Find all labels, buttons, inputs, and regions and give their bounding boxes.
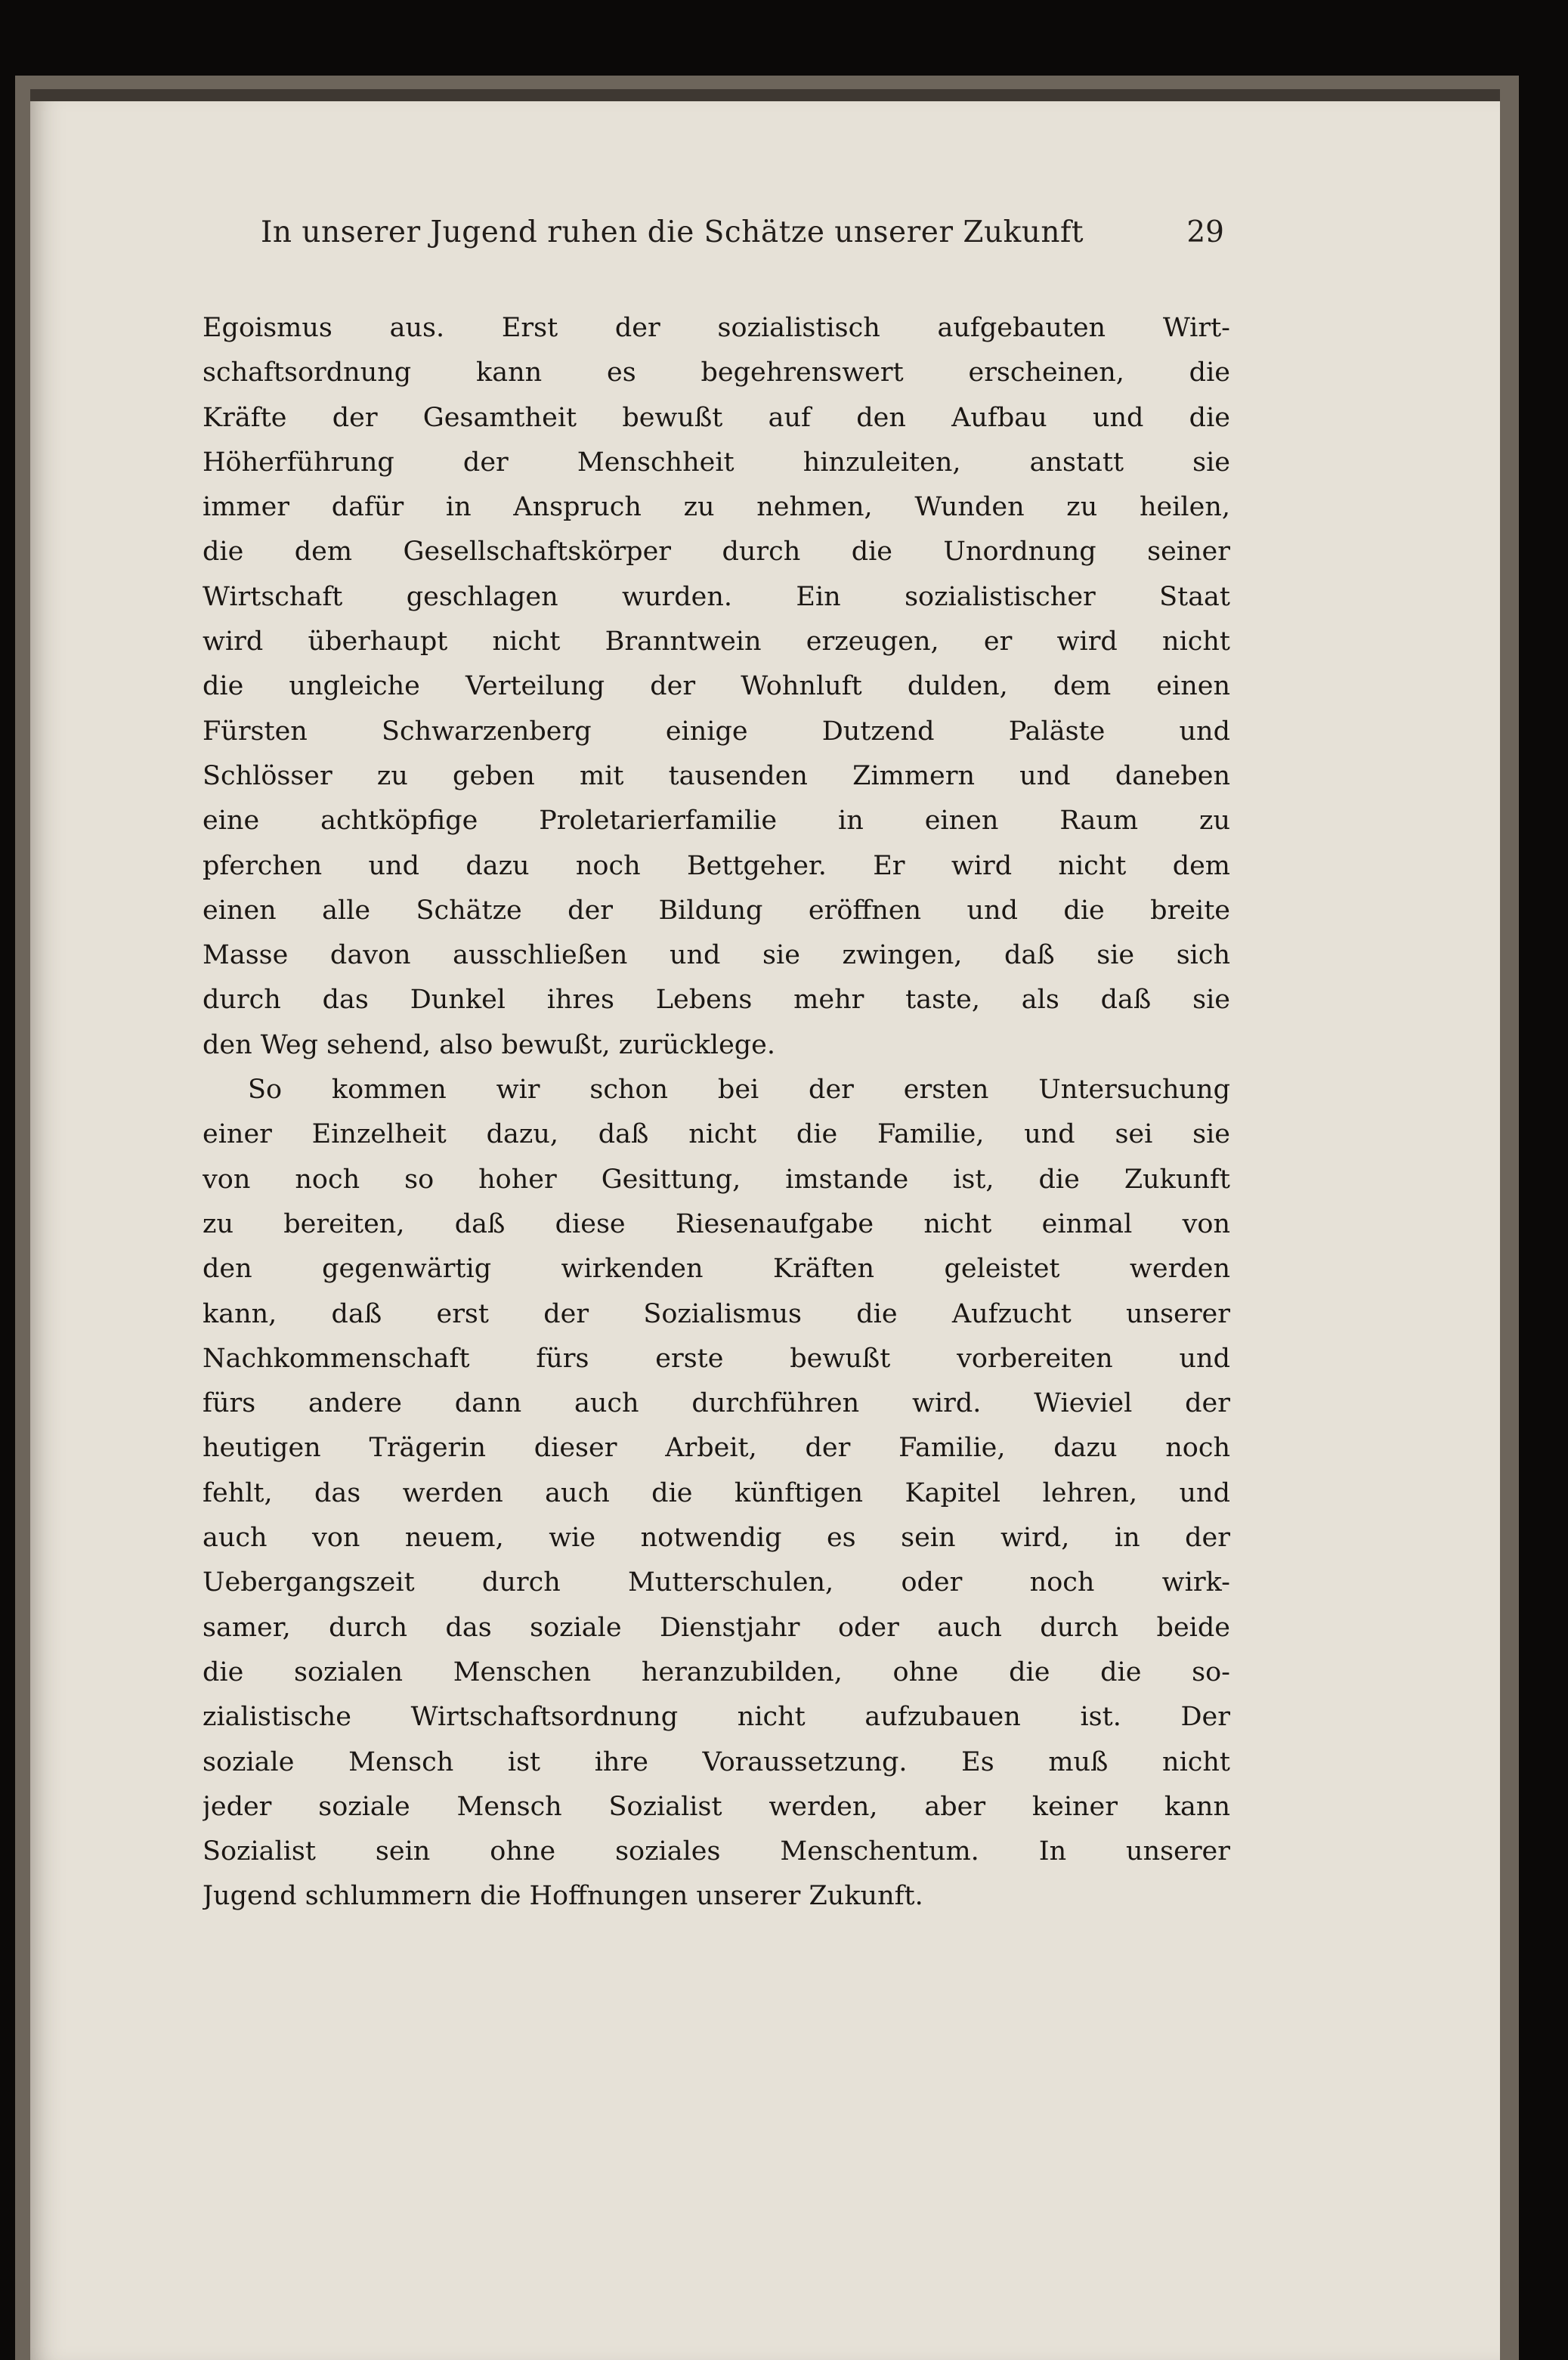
running-title: In unserer Jugend ruhen die Schätze unserer Zukunft — [261, 215, 1084, 249]
text-line: den gegenwärtig wirkenden Kräften geleistet werden — [203, 1254, 1230, 1285]
page-number: 29 — [1186, 215, 1224, 249]
text-line: pferchen und dazu noch Bettgeher. Er wird nicht dem — [203, 850, 1230, 881]
text-line: schaftsordnung kann es begehrenswert erscheinen, die — [203, 357, 1230, 388]
text-line: So kommen wir schon bei der ersten Untersuchung — [248, 1075, 1230, 1106]
text-line: jeder soziale Mensch Sozialist werden, aber keiner kann — [203, 1791, 1230, 1822]
text-line: Schlösser zu geben mit tausenden Zimmern und daneben — [203, 760, 1230, 791]
text-line: Höherführung der Menschheit hinzuleiten, anstatt sie — [203, 447, 1230, 478]
text-line: fürs andere dann auch durchführen wird. Wieviel der — [203, 1388, 1230, 1419]
text-line: eine achtköpfige Proletarierfamilie in einen Raum zu — [203, 806, 1230, 837]
text-line: Masse davon ausschließen und sie zwingen, daß sie sich — [203, 940, 1230, 971]
body-text — [203, 306, 1230, 1919]
text-line: auch von neuem, wie notwendig es sein wird, in der — [203, 1523, 1230, 1554]
page-header — [261, 215, 1224, 268]
text-line: die dem Gesellschaftskörper durch die Unordnung seiner — [203, 537, 1230, 568]
text-line: die sozialen Menschen heranzubilden, ohne die die so- — [203, 1656, 1230, 1687]
text-line: durch das Dunkel ihres Lebens mehr taste, als daß sie — [203, 985, 1230, 1016]
text-line: wird überhaupt nicht Branntwein erzeugen, er wird nicht — [203, 626, 1230, 657]
text-line: einen alle Schätze der Bildung eröffnen und die breite — [203, 895, 1230, 926]
page-top-edge — [30, 89, 1500, 101]
text-line: immer dafür in Anspruch zu nehmen, Wunden zu heilen, — [203, 492, 1230, 523]
text-line: die ungleiche Verteilung der Wohnluft dulden, dem einen — [203, 671, 1230, 702]
text-line: Nachkommenschaft fürs erste bewußt vorbereiten und — [203, 1343, 1230, 1374]
text-line: soziale Mensch ist ihre Voraussetzung. Es muß nicht — [203, 1746, 1230, 1777]
text-line: Jugend schlummern die Hoffnungen unserer Zukunft. — [203, 1881, 923, 1912]
text-line: Kräfte der Gesamtheit bewußt auf den Aufbau und die — [203, 402, 1230, 433]
text-line: Uebergangszeit durch Mutterschulen, oder noch wirk- — [203, 1567, 1230, 1598]
text-line: samer, durch das soziale Dienstjahr oder auch durch beide — [203, 1612, 1230, 1643]
text-line: den Weg sehend, also bewußt, zurücklege. — [203, 1029, 776, 1060]
text-line: Sozialist sein ohne soziales Menschentum. In unserer — [203, 1836, 1230, 1867]
text-line: einer Einzelheit dazu, daß nicht die Familie, und sei sie — [203, 1119, 1230, 1150]
text-line: Wirtschaft geschlagen wurden. Ein sozialistischer Staat — [203, 581, 1230, 612]
text-line: fehlt, das werden auch die künftigen Kapitel lehren, und — [203, 1477, 1230, 1508]
text-line: kann, daß erst der Sozialismus die Aufzucht unserer — [203, 1298, 1230, 1329]
text-line: Egoismus aus. Erst der sozialistisch aufgebauten Wirt- — [203, 313, 1230, 343]
text-line: von noch so hoher Gesittung, imstande ist, die Zukunft — [203, 1164, 1230, 1195]
text-line: Fürsten Schwarzenberg einige Dutzend Paläste und — [203, 716, 1230, 747]
text-line: zialistische Wirtschaftsordnung nicht aufzubauen ist. Der — [203, 1702, 1230, 1733]
text-line: heutigen Trägerin dieser Arbeit, der Familie, dazu noch — [203, 1433, 1230, 1464]
text-line: zu bereiten, daß diese Riesenaufgabe nicht einmal von — [203, 1208, 1230, 1239]
